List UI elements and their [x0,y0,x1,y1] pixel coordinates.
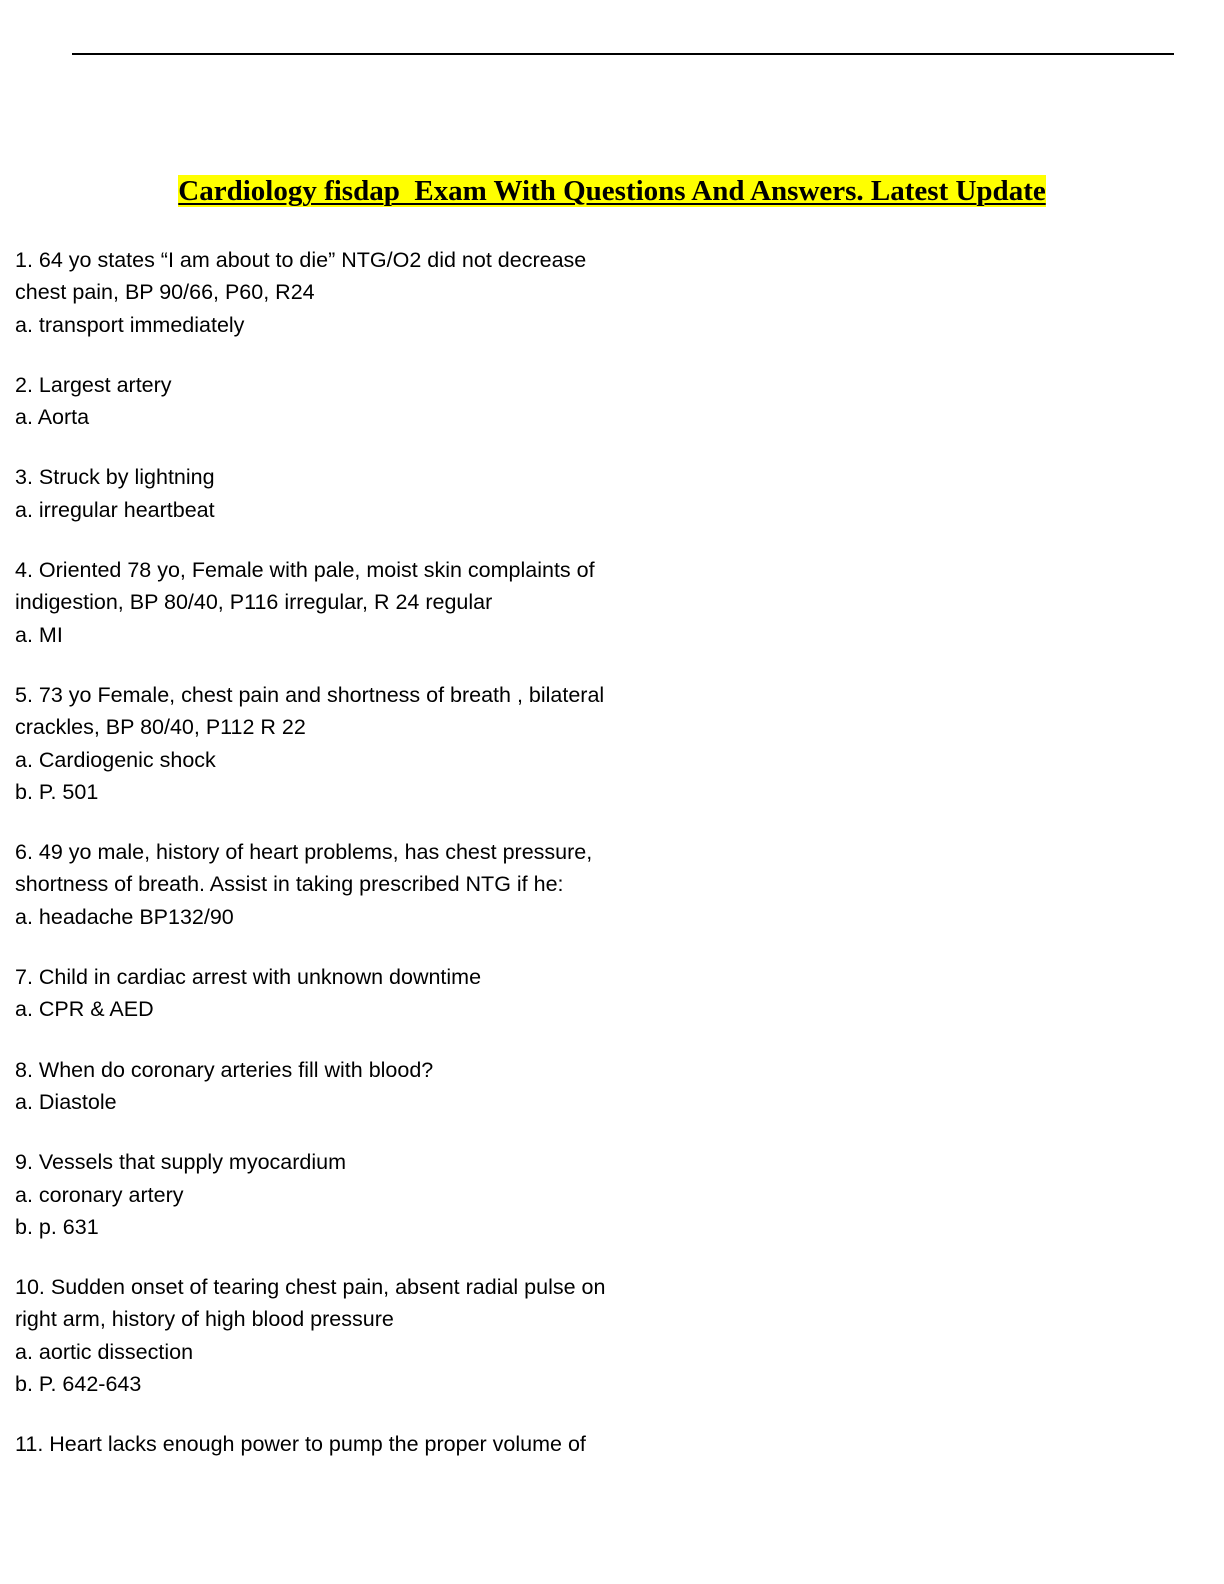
question-line: right arm, history of high blood pressure [15,1307,394,1332]
answer-line: a. Aorta [15,405,90,430]
answer-line: a. Cardiogenic shock [15,747,216,772]
answer-line: a. irregular heartbeat [15,497,215,522]
answer-line: b. P. 501 [15,779,99,804]
qa-item [15,679,695,808]
question-line: chest pain, BP 90/66, P60, R24 [15,280,315,305]
question-line: 5. 73 yo Female, chest pain and shortness of breath , bilateral [15,682,605,707]
answer-line: a. transport immediately [15,312,245,337]
qa-item [15,554,695,651]
title-block [0,172,1224,210]
answer-line: a. MI [15,622,63,647]
qa-item [15,836,695,933]
question-line: crackles, BP 80/40, P112 R 22 [15,715,306,740]
qa-list [15,244,695,1489]
question-line: 3. Struck by lightning [15,465,215,490]
document-title: Cardiology fisdap Exam With Questions And Answers. Latest Update [178,175,1046,207]
qa-item [15,1428,695,1460]
qa-item [15,369,695,434]
question-line: 4. Oriented 78 yo, Female with pale, moist skin complaints of [15,558,595,583]
question-line: 7. Child in cardiac arrest with unknown downtime [15,965,482,990]
question-line: 2. Largest artery [15,372,172,397]
question-line: indigestion, BP 80/40, P116 irregular, R 24 regular [15,590,493,615]
question-line: 11. Heart lacks enough power to pump the proper volume of [15,1432,586,1457]
header-rule [72,53,1174,55]
question-line: 9. Vessels that supply myocardium [15,1150,347,1175]
question-line: shortness of breath. Assist in taking prescribed NTG if he: [15,872,564,897]
answer-line: b. P. 642-643 [15,1372,142,1397]
qa-item [15,1146,695,1243]
answer-line: a. headache BP132/90 [15,904,234,929]
answer-line: a. CPR & AED [15,997,154,1022]
question-line: 8. When do coronary arteries fill with blood? [15,1057,434,1082]
qa-item [15,961,695,1026]
qa-item [15,1054,695,1119]
question-line: 1. 64 yo states “I am about to die” NTG/O2 did not decrease [15,248,587,272]
qa-item [15,461,695,526]
answer-line: a. aortic dissection [15,1339,194,1364]
answer-line: a. coronary artery [15,1182,184,1207]
answer-line: a. Diastole [15,1089,117,1114]
answer-line: b. p. 631 [15,1214,99,1239]
question-line: 6. 49 yo male, history of heart problems, has chest pressure, [15,840,593,865]
question-line: 10. Sudden onset of tearing chest pain, absent radial pulse on [15,1275,606,1300]
qa-item [15,1271,695,1400]
qa-item [15,244,695,341]
